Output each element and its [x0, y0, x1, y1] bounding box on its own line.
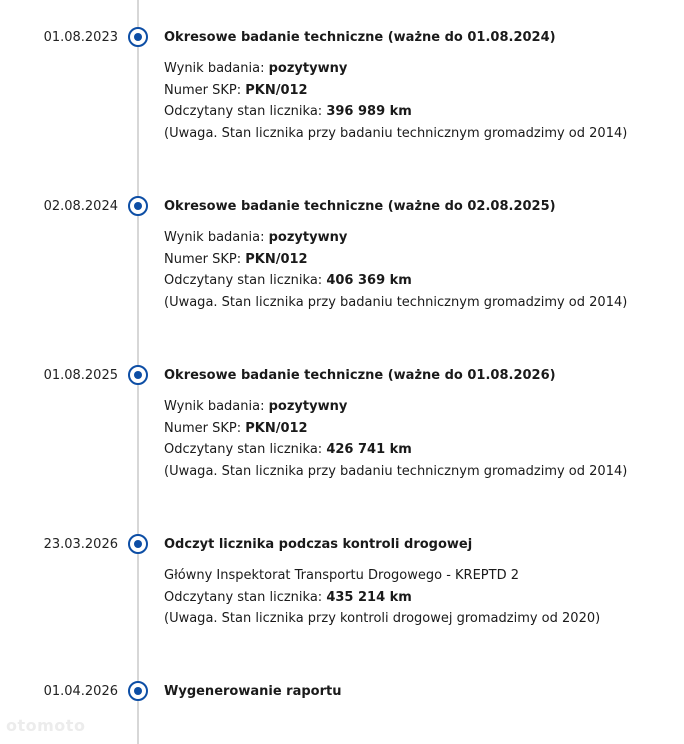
timeline-dot-icon: [128, 681, 148, 701]
odometer-value: 435 214 km: [326, 589, 412, 605]
skp-value: PKN/012: [245, 420, 308, 436]
timeline-dot-icon: [128, 196, 148, 216]
result-line: [164, 227, 627, 249]
skp-line: [164, 418, 627, 440]
odometer-line: [164, 270, 627, 292]
result-line: [164, 396, 627, 418]
result-label: Wynik badania:: [164, 399, 269, 414]
result-value: pozytywny: [268, 230, 348, 245]
entry-date: 23.03.2026: [43, 537, 118, 552]
entry-note: (Uwaga. Stan licznika przy badaniu technicznym gromadzimy od 2014): [164, 464, 628, 480]
result-line: [164, 58, 627, 80]
watermark-logo: otomoto: [6, 716, 86, 735]
entry-date: 02.08.2024: [43, 199, 118, 214]
result-value: pozytywny: [268, 61, 348, 76]
entry-date: 01.08.2023: [43, 30, 118, 45]
entry-title: Okresowe badanie techniczne (ważne do 01.08.2024): [164, 30, 556, 45]
odometer-value: 406 369 km: [326, 273, 412, 289]
entry-title: Okresowe badanie techniczne (ważne do 02.08.2025): [164, 199, 556, 214]
entry-title: Wygenerowanie raportu: [164, 684, 342, 699]
inspector-line: Główny Inspektorat Transportu Drogowego - KREPTD 2: [164, 568, 519, 583]
odometer-line: [164, 587, 600, 609]
odometer-value: 426 741 km: [326, 442, 412, 458]
timeline-dot-icon: [128, 27, 148, 47]
result-label: Wynik badania:: [164, 61, 269, 76]
entry-note: (Uwaga. Stan licznika przy badaniu technicznym gromadzimy od 2014): [164, 295, 628, 311]
result-value: pozytywny: [268, 399, 348, 414]
skp-line: [164, 80, 627, 102]
odometer-line: [164, 439, 627, 461]
entry-date: 01.08.2025: [43, 368, 118, 383]
odometer-label: Odczytany stan licznika:: [164, 589, 327, 605]
odometer-label: Odczytany stan licznika:: [164, 104, 327, 120]
entry-note: (Uwaga. Stan licznika przy kontroli drogowej gromadzimy od 2020): [164, 611, 601, 627]
odometer-line: [164, 101, 627, 123]
entry-details: [164, 58, 627, 145]
skp-label: Numer SKP:: [164, 420, 246, 436]
odometer-label: Odczytany stan licznika:: [164, 442, 327, 458]
skp-label: Numer SKP:: [164, 251, 246, 267]
timeline-dot-icon: [128, 365, 148, 385]
entry-details: [164, 396, 627, 483]
entry-title: Odczyt licznika podczas kontroli drogowej: [164, 537, 473, 552]
skp-value: PKN/012: [245, 251, 308, 267]
skp-line: [164, 249, 627, 271]
entry-details: [164, 565, 600, 630]
entry-date: 01.04.2026: [43, 684, 118, 699]
skp-label: Numer SKP:: [164, 82, 246, 98]
odometer-label: Odczytany stan licznika:: [164, 273, 327, 289]
entry-note: (Uwaga. Stan licznika przy badaniu technicznym gromadzimy od 2014): [164, 126, 628, 142]
result-label: Wynik badania:: [164, 230, 269, 245]
entry-title: Okresowe badanie techniczne (ważne do 01.08.2026): [164, 368, 556, 383]
odometer-value: 396 989 km: [326, 104, 412, 120]
entry-details: [164, 227, 627, 314]
timeline-dot-icon: [128, 534, 148, 554]
skp-value: PKN/012: [245, 82, 308, 98]
